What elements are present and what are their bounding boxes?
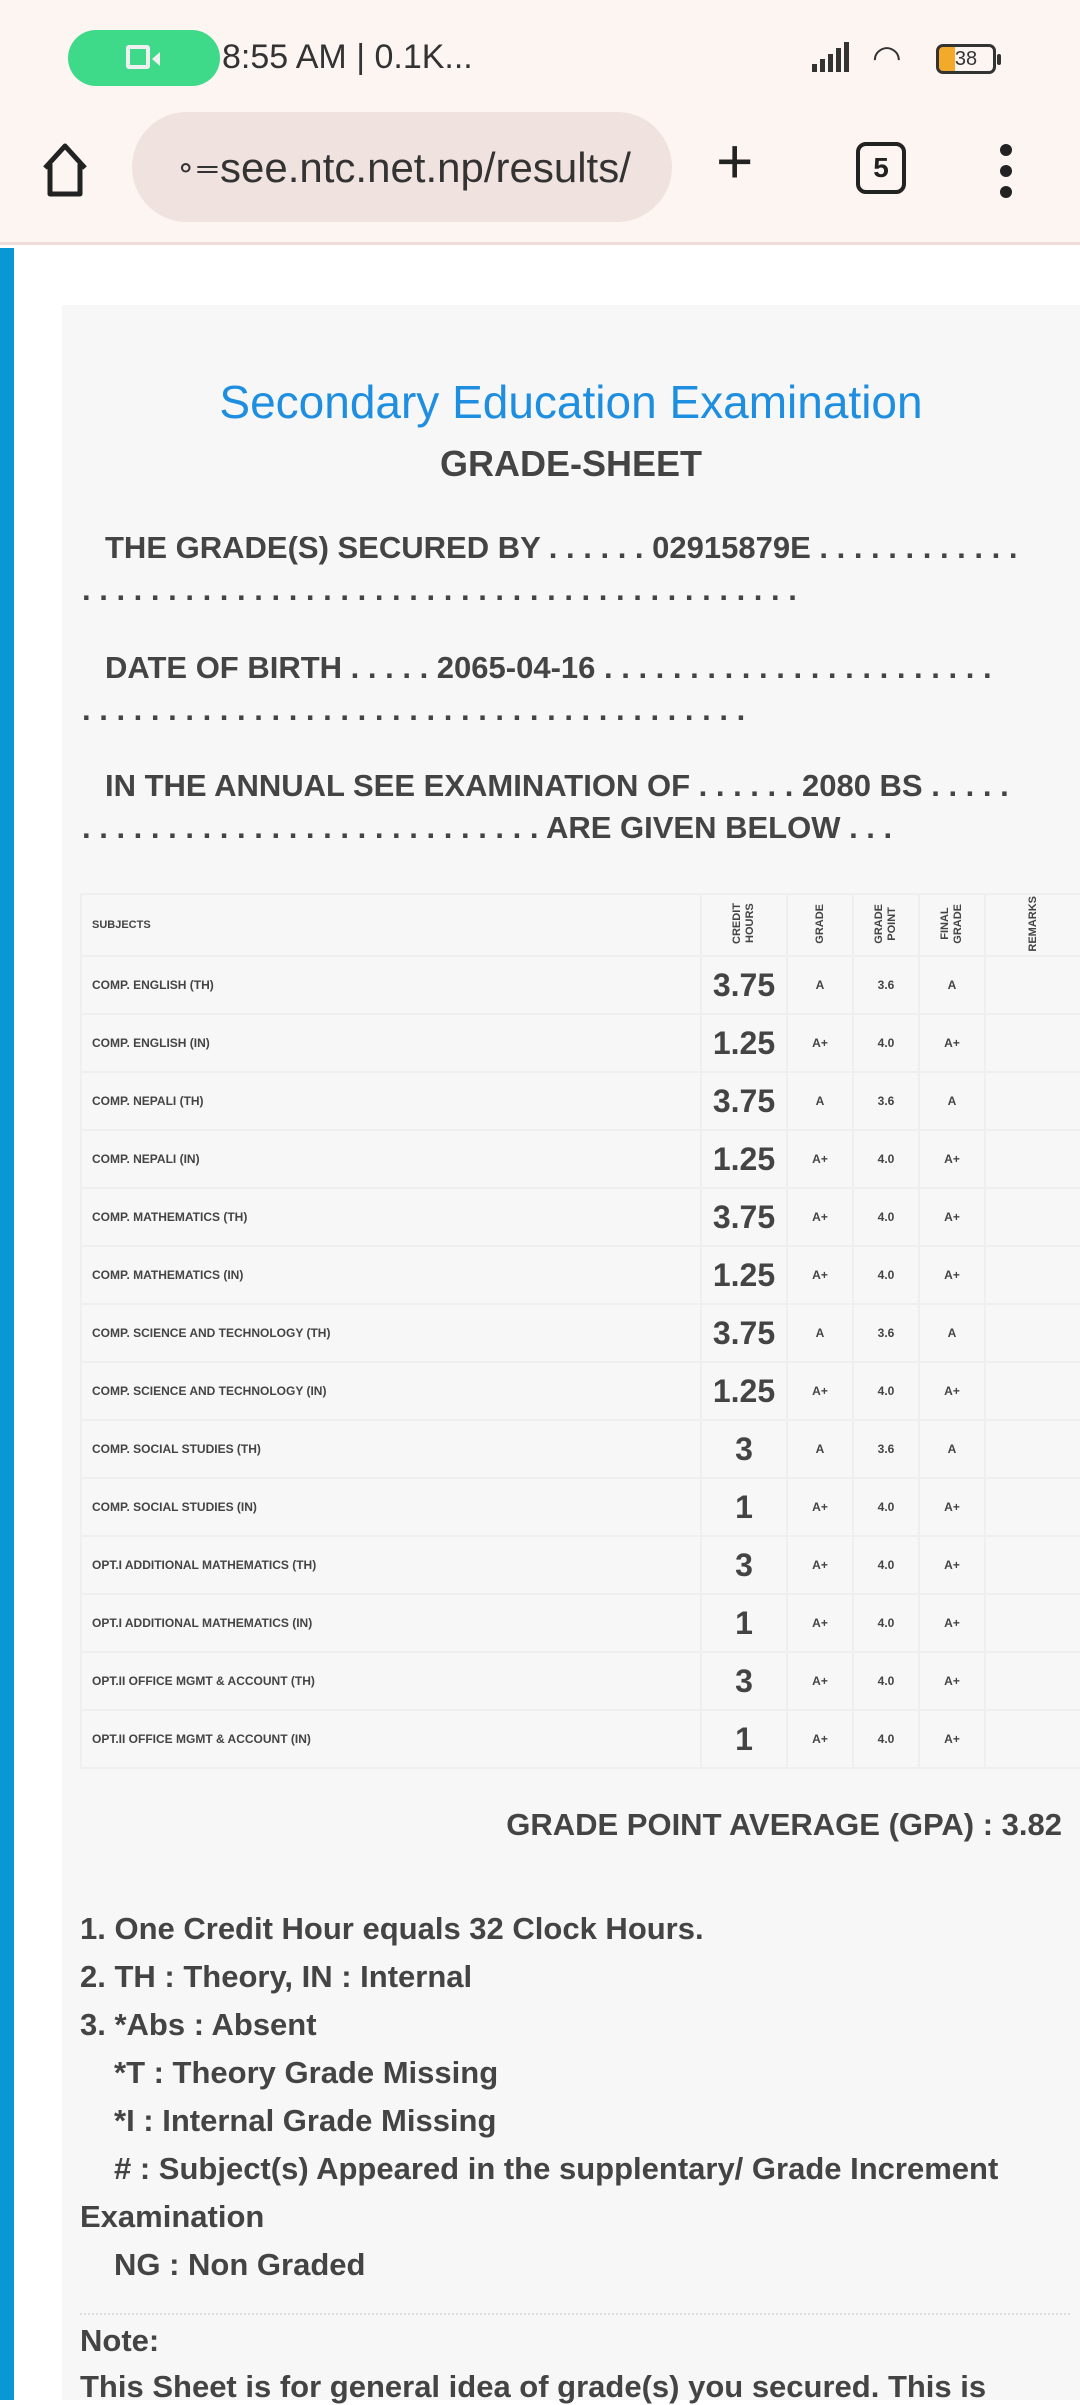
remarks-cell <box>985 956 1080 1014</box>
subject-cell: COMP. SCIENCE AND TECHNOLOGY (TH) <box>81 1304 701 1362</box>
header-grade-point: GRADE POINT <box>853 894 919 956</box>
final-grade-cell: A+ <box>919 1130 985 1188</box>
credit-hours-cell: 3.75 <box>701 956 787 1014</box>
note-item: 1. One Credit Hour equals 32 Clock Hours. <box>80 1911 704 1946</box>
header-remarks: REMARKS <box>985 894 1080 956</box>
page-accent-bar <box>0 248 14 2400</box>
grade-cell: A+ <box>787 1014 853 1072</box>
grade-point-cell: 4.0 <box>853 1478 919 1536</box>
remarks-cell <box>985 1246 1080 1304</box>
note-heading: Note: <box>80 2323 160 2358</box>
credit-hours-cell: 1.25 <box>701 1014 787 1072</box>
subject-cell: COMP. SOCIAL STUDIES (TH) <box>81 1420 701 1478</box>
secured-by-dots: . . . . . . . . . . . . . . . . . . . . . . . . . . . . . . . . . . . . . . . . . . <box>82 572 797 607</box>
table-row <box>81 956 1080 1014</box>
final-grade-cell: A <box>919 956 985 1014</box>
table-row <box>81 1420 1080 1478</box>
note-item: *I : Internal Grade Missing <box>114 2103 497 2138</box>
final-grade-cell: A+ <box>919 1478 985 1536</box>
remarks-cell <box>985 1478 1080 1536</box>
table-row <box>81 1188 1080 1246</box>
grade-cell: A+ <box>787 1594 853 1652</box>
subject-cell: COMP. ENGLISH (TH) <box>81 956 701 1014</box>
table-row <box>81 1362 1080 1420</box>
subject-cell: OPT.II OFFICE MGMT & ACCOUNT (IN) <box>81 1710 701 1768</box>
credit-hours-cell: 1.25 <box>701 1362 787 1420</box>
table-row <box>81 1594 1080 1652</box>
note-item: Examination <box>80 2199 265 2234</box>
grade-point-cell: 3.6 <box>853 956 919 1014</box>
remarks-cell <box>985 1536 1080 1594</box>
page-top-strip <box>60 248 1080 262</box>
exam-title: Secondary Education Examination <box>219 376 923 428</box>
credit-hours-cell: 3.75 <box>701 1072 787 1130</box>
grade-point-cell: 3.6 <box>853 1420 919 1478</box>
remarks-cell <box>985 1130 1080 1188</box>
subject-cell: OPT.I ADDITIONAL MATHEMATICS (TH) <box>81 1536 701 1594</box>
credit-hours-cell: 1 <box>701 1594 787 1652</box>
final-grade-cell: A+ <box>919 1594 985 1652</box>
secured-by-line: THE GRADE(S) SECURED BY . . . . . . 02915879E . . . . . . . . . . . . <box>105 530 1018 565</box>
subject-cell: OPT.I ADDITIONAL MATHEMATICS (IN) <box>81 1594 701 1652</box>
subject-cell: COMP. NEPALI (IN) <box>81 1130 701 1188</box>
table-row <box>81 1536 1080 1594</box>
table-row <box>81 1304 1080 1362</box>
grade-cell: A <box>787 1420 853 1478</box>
credit-hours-cell: 3 <box>701 1420 787 1478</box>
grade-sheet-heading: GRADE-SHEET <box>439 443 703 484</box>
wifi-icon: ◠ <box>872 39 902 77</box>
remarks-cell <box>985 1072 1080 1130</box>
header-final-grade: FINAL GRADE <box>919 894 985 956</box>
subject-cell: COMP. ENGLISH (IN) <box>81 1014 701 1072</box>
final-grade-cell: A <box>919 1072 985 1130</box>
table-row <box>81 1710 1080 1768</box>
grade-cell: A <box>787 1072 853 1130</box>
exam-year-line: IN THE ANNUAL SEE EXAMINATION OF . . . . . . 2080 BS . . . . . <box>105 768 1009 803</box>
given-below-line: . . . . . . . . . . . . . . . . . . . . . . . . . . . ARE GIVEN BELOW . . . <box>82 810 893 845</box>
grade-point-cell: 4.0 <box>853 1536 919 1594</box>
table-row <box>81 1652 1080 1710</box>
home-icon[interactable] <box>40 140 90 200</box>
dob-line: DATE OF BIRTH . . . . . 2065-04-16 . . . . . . . . . . . . . . . . . . . . . . . <box>105 650 992 685</box>
signal-icon <box>812 42 849 72</box>
remarks-cell <box>985 1594 1080 1652</box>
grade-cell: A+ <box>787 1188 853 1246</box>
grade-cell: A+ <box>787 1246 853 1304</box>
table-row <box>81 1130 1080 1188</box>
remarks-cell <box>985 1362 1080 1420</box>
grades-table <box>80 893 1080 1769</box>
grade-point-cell: 4.0 <box>853 1652 919 1710</box>
credit-hours-cell: 3 <box>701 1536 787 1594</box>
final-grade-cell: A+ <box>919 1188 985 1246</box>
final-grade-cell: A+ <box>919 1246 985 1304</box>
table-row <box>81 1478 1080 1536</box>
note-item: # : Subject(s) Appeared in the supplentary/ Grade Increment <box>114 2151 999 2186</box>
gpa-summary: GRADE POINT AVERAGE (GPA) : 3.82 <box>506 1807 1062 1842</box>
credit-hours-cell: 1.25 <box>701 1130 787 1188</box>
grade-point-cell: 4.0 <box>853 1246 919 1304</box>
remarks-cell <box>985 1304 1080 1362</box>
note-item: NG : Non Graded <box>114 2247 366 2282</box>
note-item: 3. *Abs : Absent <box>80 2007 317 2042</box>
grade-cell: A+ <box>787 1536 853 1594</box>
final-grade-cell: A+ <box>919 1536 985 1594</box>
note-text: This Sheet is for general idea of grade(s) you secured. This is <box>80 2369 987 2404</box>
table-row <box>81 1072 1080 1130</box>
tab-count: 5 <box>873 152 889 183</box>
credit-hours-cell: 3 <box>701 1652 787 1710</box>
header-grade: GRADE <box>787 894 853 956</box>
note-item: 2. TH : Theory, IN : Internal <box>80 1959 473 1994</box>
grade-point-cell: 3.6 <box>853 1304 919 1362</box>
table-header-row <box>81 894 1080 956</box>
url-text[interactable]: see.ntc.net.np/results/ <box>220 144 631 191</box>
status-time: 8:55 AM | 0.1K... <box>222 38 473 76</box>
more-menu-icon[interactable] <box>1000 144 1014 207</box>
subject-cell: COMP. SOCIAL STUDIES (IN) <box>81 1478 701 1536</box>
grade-cell: A+ <box>787 1710 853 1768</box>
grade-cell: A+ <box>787 1652 853 1710</box>
remarks-cell <box>985 1420 1080 1478</box>
divider <box>80 2313 1070 2315</box>
video-record-icon <box>126 45 150 69</box>
legend-notes <box>80 1905 1080 2289</box>
grade-point-cell: 4.0 <box>853 1014 919 1072</box>
final-grade-cell: A <box>919 1304 985 1362</box>
subject-cell: COMP. MATHEMATICS (IN) <box>81 1246 701 1304</box>
subject-cell: COMP. SCIENCE AND TECHNOLOGY (IN) <box>81 1362 701 1420</box>
remarks-cell <box>985 1014 1080 1072</box>
tab-switcher-button[interactable] <box>856 142 906 194</box>
header-credit-hours: CREDIT HOURS <box>701 894 787 956</box>
note-item: *T : Theory Grade Missing <box>114 2055 499 2090</box>
grade-cell: A+ <box>787 1478 853 1536</box>
table-row <box>81 1014 1080 1072</box>
battery-icon <box>936 44 996 74</box>
remarks-cell <box>985 1188 1080 1246</box>
grade-point-cell: 4.0 <box>853 1188 919 1246</box>
battery-level: 38 <box>954 48 978 70</box>
grade-cell: A+ <box>787 1362 853 1420</box>
address-bar[interactable] <box>132 112 672 222</box>
grade-point-cell: 4.0 <box>853 1130 919 1188</box>
remarks-cell <box>985 1652 1080 1710</box>
grade-cell: A <box>787 956 853 1014</box>
credit-hours-cell: 1 <box>701 1478 787 1536</box>
status-bar <box>0 0 1080 100</box>
credit-hours-cell: 1 <box>701 1710 787 1768</box>
grade-cell: A+ <box>787 1130 853 1188</box>
grade-sheet-card <box>62 305 1080 2404</box>
final-grade-cell: A+ <box>919 1652 985 1710</box>
grade-point-cell: 4.0 <box>853 1362 919 1420</box>
grade-point-cell: 3.6 <box>853 1072 919 1130</box>
dob-dots: . . . . . . . . . . . . . . . . . . . . . . . . . . . . . . . . . . . . . . . <box>82 692 746 727</box>
site-settings-icon[interactable]: ⚬═ <box>174 153 218 184</box>
final-grade-cell: A+ <box>919 1362 985 1420</box>
final-grade-cell: A <box>919 1420 985 1478</box>
subject-cell: OPT.II OFFICE MGMT & ACCOUNT (TH) <box>81 1652 701 1710</box>
credit-hours-cell: 3.75 <box>701 1188 787 1246</box>
final-grade-cell: A+ <box>919 1710 985 1768</box>
remarks-cell <box>985 1710 1080 1768</box>
browser-toolbar <box>0 100 1080 245</box>
subject-cell: COMP. NEPALI (TH) <box>81 1072 701 1130</box>
subject-cell: COMP. MATHEMATICS (TH) <box>81 1188 701 1246</box>
screen-record-indicator[interactable] <box>68 30 220 86</box>
final-grade-cell: A+ <box>919 1014 985 1072</box>
header-subjects: SUBJECTS <box>81 894 701 956</box>
credit-hours-cell: 3.75 <box>701 1304 787 1362</box>
grade-point-cell: 4.0 <box>853 1710 919 1768</box>
credit-hours-cell: 1.25 <box>701 1246 787 1304</box>
table-row <box>81 1246 1080 1304</box>
grade-point-cell: 4.0 <box>853 1594 919 1652</box>
new-tab-icon[interactable]: + <box>716 125 754 197</box>
grade-cell: A <box>787 1304 853 1362</box>
